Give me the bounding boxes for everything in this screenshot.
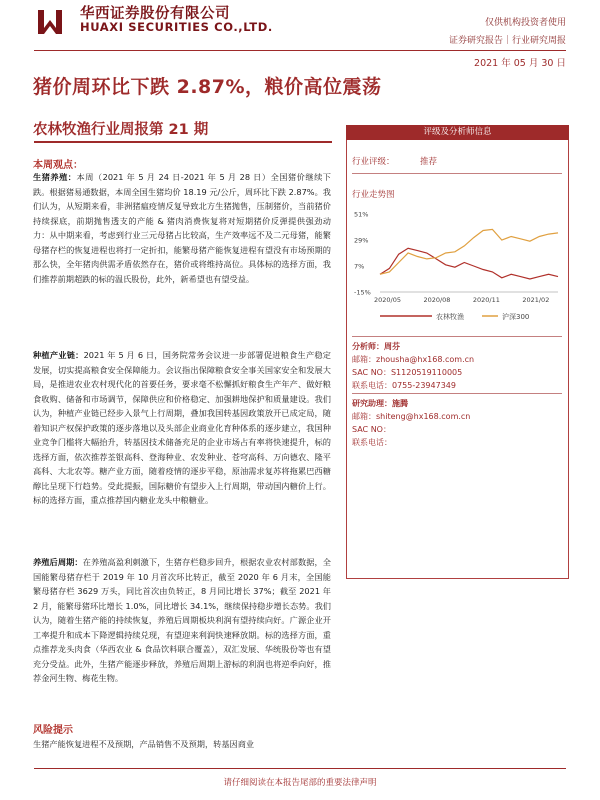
- analyst-name: 分析师：周芬: [352, 342, 400, 351]
- trend-chart-title: 行业走势图: [352, 190, 395, 200]
- rating-value: 推荐: [420, 157, 438, 167]
- paragraph-text: 2021 年 5 月 6 日，国务院常务会议进一步部署促进粮食生产稳定发展，切实提高粮食安全保障能力。会议指出保障粮食安全事关国家安全和发展大局，是推进农业农村现代化的首要任务，要求毫不松懈抓好粮食生产年产、做好粮食收购、储备和市场调节，保障供应和价格稳定、加强耕地保护和质量建设。我们认为，种植产业链已经步入景气上行周期，叠加我国转基因政策放开已成定局，随着知识产权保护政策的逐步落地以及头部企业商业化育种体系的逐步建立，我国种业竞争门槛将大幅抬升，转基因技术储备充足的企业市场占有率将快速提升，标的选择方面，依次推荐荃银高科、登海种业、农发种业、苍穹高科、万向德农、隆平高科、大北农等。糖产业方面，随着疫情的逐步平稳，原油需求复苏将拖累巴西糖醇比呈现下行趋势。受此提振，国际糖价有望步入上行周期，带动国内糖价上行。标的选择方面，重点推荐国内糖业龙头中粮糖业。: [33, 350, 331, 505]
- report-type: 证券研究报告｜行业研究周报: [448, 36, 566, 46]
- sidebar-divider: [352, 173, 562, 174]
- paragraph-lead: 养殖后周期：: [33, 557, 83, 567]
- paragraph-text: 在养殖高盈利刺激下，生猪存栏稳步回升，根据农业农村部数据，全国能繁母猪存栏于 2019 年 10 月首次环比转正，截至 2020 年 6 月末，全国能繁母猪存栏 3629 万头，同比首次由负转正，8 月同比增长 37%；截至 2021 年 2 月，能繁母猪环比增长 1.0%，同比增长 34.1%，继续保持稳步增长态势。我们认为，随着生猪产能的持续恢复，养殖后周期板块利润有望持续向好。广源企业开工率提升和成本下降逻辑持续兑现，有望迎来利润快速释放期。标的选择方面，重点推荐龙头肉食（华西农业 & 食品饮料联合覆盖），双汇发展、华统股份等也有望充分受益。此外，生猪产能逐步释放，养殖后周期上游标的利润也将逆季向好，推荐金河生物、梅花生物。: [33, 557, 331, 683]
- y-tick-label: -15%: [354, 288, 371, 297]
- paragraph-planting: [33, 348, 331, 508]
- company-name-cn: 华西证券股份有限公司: [80, 6, 230, 22]
- analyst-sac: SAC NO：S1120519110005: [352, 368, 463, 377]
- paragraph-lead: 种植产业链：: [33, 350, 84, 360]
- series-line-1: [380, 248, 558, 279]
- researcher-email: 邮箱：shiteng@hx168.com.cn: [352, 412, 471, 421]
- researcher-phone: 联系电话：: [352, 438, 392, 447]
- report-subtitle: 农林牧渔行业周报第 21 期: [33, 122, 209, 138]
- sidebar-divider: [352, 393, 562, 394]
- y-tick-label: 29%: [354, 236, 369, 245]
- researcher-sac: SAC NO：: [352, 425, 391, 434]
- y-tick-label: 7%: [354, 262, 365, 271]
- series-line-2: [380, 229, 558, 274]
- sidebar-header: 评级及分析师信息: [346, 125, 569, 140]
- x-tick-label: 2020/11: [472, 296, 500, 304]
- legend-label-2: 沪深300: [502, 313, 530, 321]
- footer-disclaimer: 请仔细阅读在本报告尾部的重要法律声明: [223, 778, 377, 788]
- analyst-phone: 联系电话：0755-23947349: [352, 381, 456, 390]
- x-tick-label: 2020/08: [423, 296, 451, 304]
- sidebar-divider: [352, 336, 562, 337]
- paragraph-text: 本周（2021 年 5 月 24 日-2021 年 5 月 28 日）全国猪价继续下跌。根据猪易通数据，本周全国生猪均价 18.19 元/公斤，周环比下跌 2.87%。我们认为，从短期来看，非洲猪瘟疫情反复导致北方生猪抛售，压制猪价，当前猪价持续探底，前期抛售透支的产能 & 猪肉消费恢复将对短期猪价反弹提供强劲动力：从中期来看，考虑到行业三元母猪占比较高，生产效率远不及二元母猪，能繁母猪存栏的恢复进程也将打一定折扣，能繁母猪产能恢复进程有望没有市场预期的那么快，全年猪肉供需矛盾依然存在，猪价或将维持高位。具体标的选择方面，我们推荐前期超跌的标的温氏股份，此外，新希望也有望受益。: [33, 172, 331, 284]
- risk-text: 生猪产能恢复进程不及预期，产品销售不及预期，转基因商业: [33, 739, 255, 749]
- header-divider: [34, 50, 566, 51]
- legend-label-1: 农林牧渔: [436, 313, 464, 321]
- rating-label: 行业评级：: [352, 157, 395, 167]
- huaxi-logo-icon: [34, 6, 70, 36]
- paragraph-pig-farming: [33, 170, 331, 286]
- researcher-block: [352, 397, 470, 449]
- risk-title: 风险提示: [33, 725, 73, 736]
- analyst-block: [352, 340, 474, 392]
- researcher-name: 研究助理：施腾: [352, 399, 408, 408]
- paragraph-post-cycle: [33, 555, 331, 686]
- paragraph-lead: 生猪养殖：: [33, 172, 77, 182]
- x-tick-label: 2020/05: [374, 296, 402, 304]
- x-tick-label: 2021/02: [522, 296, 550, 304]
- report-date: 2021 年 05 月 30 日: [474, 58, 566, 69]
- analyst-email: 邮箱：zhousha@hx168.com.cn: [352, 355, 475, 364]
- y-tick-label: 51%: [354, 210, 369, 219]
- report-title: 猪价周环比下跌 2.87%，粮价高位震荡: [33, 76, 382, 98]
- section-title: 本周观点：: [33, 160, 83, 171]
- trend-chart: [352, 204, 564, 329]
- subtitle-divider: [34, 141, 332, 143]
- audience-note: 仅供机构投资者使用: [484, 18, 566, 28]
- company-name-en: HUAXI SECURITIES CO.,LTD.: [80, 20, 273, 34]
- footer-divider: [34, 768, 566, 769]
